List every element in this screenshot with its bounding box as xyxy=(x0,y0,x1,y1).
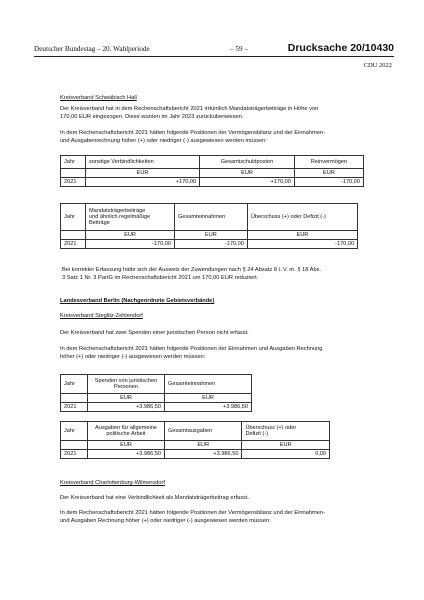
section-heading: Kreisverband Charlottenburg-Wilmersdorf xyxy=(60,480,165,486)
table-donations: Jahr Spenden von juristischen Personen Gesamteinnahmen EUR EUR 2021 +3.986,50 +3.986,50 xyxy=(60,374,252,412)
paragraph: Der Kreisverband hat eine Verbindlichkeit als Mandatsträgerbeitrag erfasst. xyxy=(60,495,250,501)
table-expenses: Jahr Ausgaben für allgemeine politische Arbeit Gesamtausgaben Überschuss (+) oder Defizit (-) EUR EUR EUR 2021 +3.986,50 +3.986,50 0,00 xyxy=(60,421,330,459)
page-number: – 59 – xyxy=(230,45,248,53)
publication-name: Deutscher Bundestag – 20. Wahlperiode xyxy=(34,45,150,53)
paragraph: Der Kreisverband hat in dem Rechenschaftsbericht 2021 irrtümlich Mandatsträgerbeiträge in Höhe von 170,00 EUR eingezogen. Diese wurden im Jahr 2023 zurücküberwiesen. xyxy=(60,106,319,120)
paragraph: Der Kreisverband hat zwei Spenden einer juristischen Person nicht erfasst. xyxy=(60,330,249,336)
paragraph: In dem Rechenschaftsbericht 2021 hätten folgende Positionen der Einnahmen und Ausgaben Rechnung höher (+) oder niedriger (-) ausgewiesen werden müssen: xyxy=(60,346,323,360)
table-income: Jahr Mandatsträgerbeiträge und ähnlich regelmäßige Beiträge Gesamteinnahmen Überschuss (+) oder Defizit (-) EUR EUR EUR 2021 -170,00 -170,00 -170,00 xyxy=(60,203,358,249)
table-balance: Jahr sonstige Verbindlichkeiten Gesamtschuldposten Reinvermögen EUR EUR EUR 2021 +170,00 +170,00 -170,00 xyxy=(60,155,364,187)
header-rule xyxy=(34,56,394,57)
section-heading: Kreisverband Schwäbisch Hall xyxy=(60,95,137,101)
note: Bei korrekter Erfassung hätte sich der Ausweis der Zuwendungen nach § 24 Absatz 8 i. V. m. § 18 Abs. 3 Satz 1 Nr. 3 PartG im Rechenschaftsbericht 2021 um 170,00 EUR reduziert. xyxy=(62,267,322,281)
section-heading: Kreisverband Steglitz-Zehlendorf xyxy=(60,313,143,319)
document-number: Drucksache 20/10430 xyxy=(287,42,394,54)
paragraph: In dem Rechenschaftsbericht 2021 hätten folgende Positionen der Vermögensbilanz und der Einnahmen- und Ausgaben Rechnung höher (+) oder niedriger (-) ausgewiesen werden müssen: xyxy=(60,510,325,524)
page-header xyxy=(34,42,394,56)
party-label: CDU 2022 xyxy=(363,62,392,69)
section-title: Landesverband Berlin (Nachgeordnete Gebietsverbände) xyxy=(60,298,215,304)
paragraph: In dem Rechenschaftsbericht 2021 hätten folgende Positionen der Vermögensbilanz und der Einnahmen- und Ausgabenrechnung höher (+) oder niedriger (-) ausgewiesen werden müssen: xyxy=(60,130,325,144)
